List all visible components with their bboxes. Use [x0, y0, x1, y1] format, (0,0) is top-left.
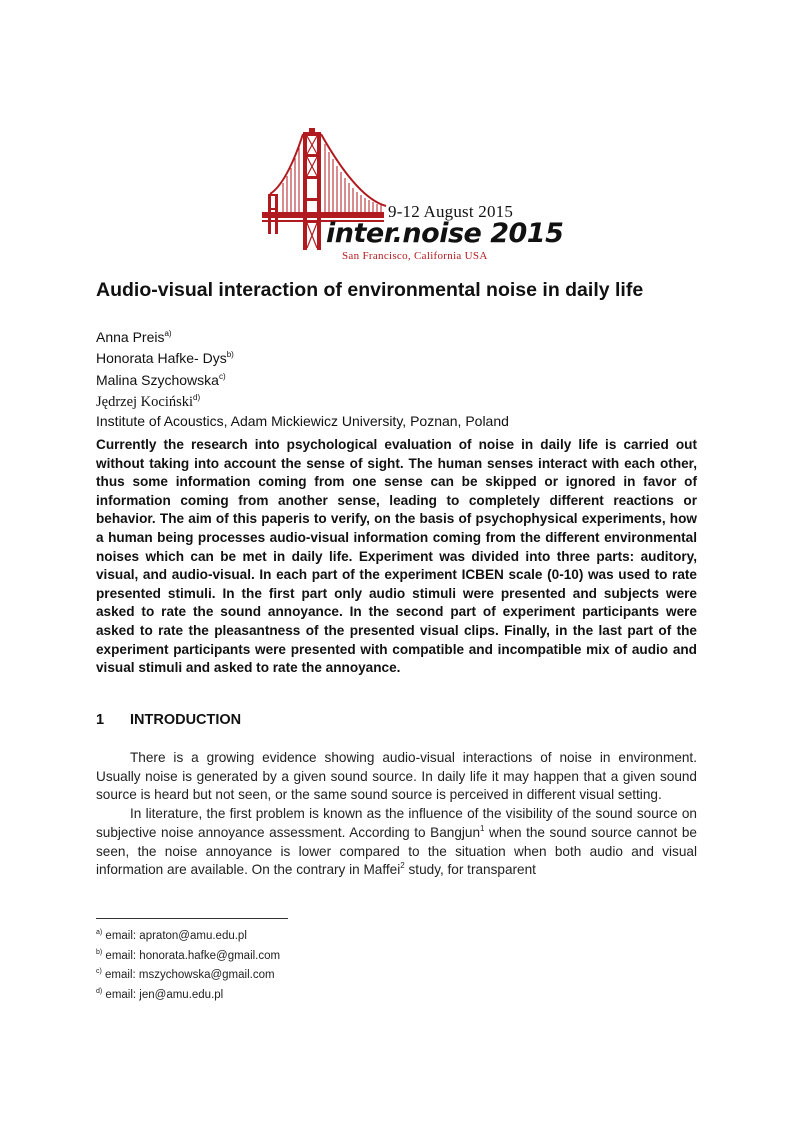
- section-title: INTRODUCTION: [130, 712, 242, 728]
- footnote: $^{c)}$ email: mszychowska@gmail.com: [96, 968, 275, 982]
- footnotes: [96, 925, 280, 1004]
- author: Jędrzej Kociński$^{d)}$: [96, 393, 201, 411]
- section-heading: [96, 712, 241, 728]
- footnote: $^{a)}$ email: apraton@amu.edu.pl: [96, 929, 247, 942]
- author-list: [96, 325, 509, 430]
- citation-ref: 2: [400, 861, 405, 871]
- author: Honorata Hafke- Dys$^{b)}$: [96, 350, 234, 367]
- section-number: 1: [96, 712, 105, 728]
- footnote: $^{d)}$ email: jen@amu.edu.pl: [96, 988, 224, 1002]
- paragraph: In literature, the first problem is known as the influence of the visibility of the sound source on subjective noise annoyance assessment. According to Bangjun$^1$ when the sound source cannot be seen, the noise annoyance is lower compared to the situation when both audio and visual information are available. On the contrary in Maffei$^2$ study, for transparent: [96, 806, 697, 878]
- author: Anna Preis$^{a)}$: [96, 329, 172, 345]
- citation-ref: 1: [480, 823, 485, 833]
- conference-location: San Francisco, California USA: [342, 250, 488, 262]
- author: Malina Szychowska$^{c)}$: [96, 371, 226, 388]
- footnote: $^{b)}$ email: honorata.hafke@gmail.com: [96, 948, 281, 962]
- abstract: Currently the research into psychological evaluation of noise in daily life is carried out without taking into account the sense of sight. The human senses interact with each other, thus some information coming from one sense can be skipped or ignored in favor of information coming from another sense, leading to completely different reactions or behavior. The aim of this paperis to verify, on the basis of psychophysical experiments, how a human being processes audio-visual information coming from the different environmental noises which can be met in daily life. Experiment was divided into three parts: auditory, visual, and audio-visual. In each part of the experiment ICBEN scale (0-10) was used to rate presented stimuli. In the first part only audio stimuli were presented and subjects were asked to rate the sound annoyance. In the second part of experiment participants were asked to rate the pleasantness of the presented visual clips. Finally, in the last part of the experiment participants were presented with compatible and incompatible mix of audio and visual stimuli and asked to rate the annoyance.: [96, 437, 697, 676]
- conference-date: 9-12 August 2015: [388, 202, 514, 221]
- conference-name: inter.noise 2015: [326, 218, 564, 249]
- conference-logo: [262, 128, 564, 266]
- footnote-divider: [96, 918, 288, 919]
- body-text: [96, 749, 697, 880]
- paragraph: There is a growing evidence showing audio-visual interactions of noise in environment. Usually noise is generated by a given sound source. In daily life it may happen that a given sound source is heard but not seen, or the same sound source is perceived in different visual setting.: [96, 750, 697, 803]
- affiliation: Institute of Acoustics, Adam Mickiewicz University, Poznan, Poland: [96, 412, 509, 429]
- paper-title: Audio-visual interaction of environmental noise in daily life: [96, 279, 644, 301]
